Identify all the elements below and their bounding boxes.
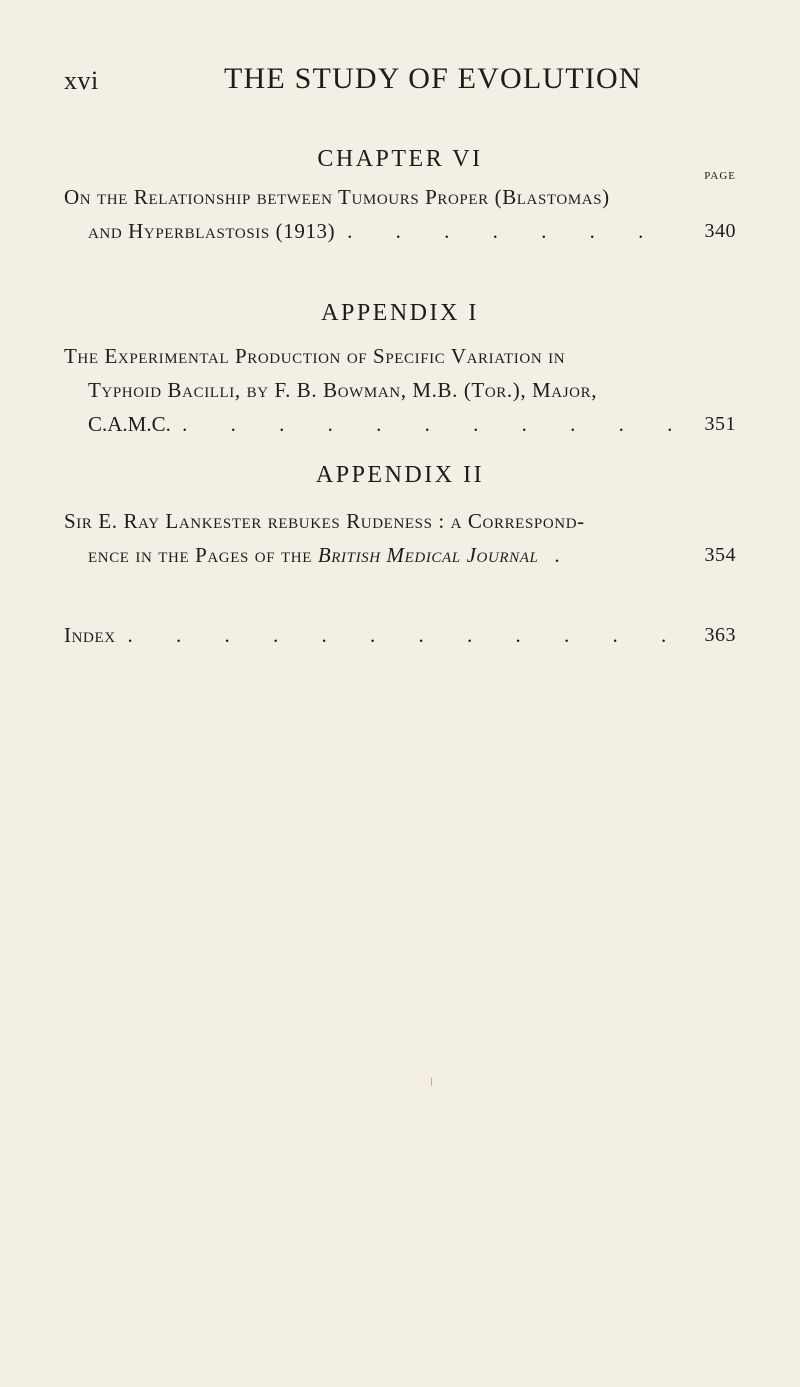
- page-number: 363: [704, 624, 736, 646]
- paper-speck: [431, 1078, 432, 1086]
- dot-leader: . . . . . . . . . . . .: [127, 623, 686, 647]
- entry-title-text: ence in the Pages of the: [88, 543, 318, 567]
- appendix-heading: APPENDIX II: [315, 462, 485, 488]
- entry-title-line: [64, 618, 736, 652]
- toc-entry-appendix-1: [64, 339, 736, 441]
- toc-entry-chapter-6: [64, 180, 736, 248]
- entry-title-line: Sir E. Ray Lankester rebukes Rudeness : a Correspond-: [64, 509, 585, 533]
- running-header: [64, 62, 744, 102]
- toc-entry-index: [64, 618, 736, 652]
- entry-title-line: [64, 214, 736, 248]
- toc-entry-appendix-2: [64, 504, 736, 572]
- page-number: 351: [704, 413, 736, 435]
- page-column-label: PAGE: [704, 170, 736, 182]
- appendix-heading: APPENDIX I: [321, 300, 479, 326]
- page-number: 340: [704, 220, 736, 242]
- journal-title: British Medical Journal: [317, 543, 539, 567]
- dot-leader: . . . . . . . . . . .: [182, 412, 692, 436]
- dot-leader: . . . . . . .: [347, 219, 663, 243]
- running-title: THE STUDY OF EVOLUTION: [224, 62, 642, 95]
- entry-title-line: On the Relationship between Tumours Proper (Blastomas): [64, 185, 610, 209]
- chapter-heading: CHAPTER VI: [317, 146, 483, 172]
- entry-title-line: [64, 407, 736, 441]
- entry-title-line: [64, 538, 736, 572]
- page-number: 354: [704, 544, 736, 566]
- entry-title-line: The Experimental Production of Specific Variation in: [64, 344, 566, 368]
- page-folio: xvi: [64, 66, 99, 95]
- entry-title-line: Typhoid Bacilli, by F. B. Bowman, M.B. (Tor.), Major,: [88, 378, 598, 402]
- entry-title-text: and Hyperblastosis (1913): [88, 219, 336, 243]
- entry-title-text: Index: [64, 623, 116, 647]
- entry-title-text: C.A.M.C.: [88, 412, 171, 436]
- dot-leader: .: [554, 543, 561, 567]
